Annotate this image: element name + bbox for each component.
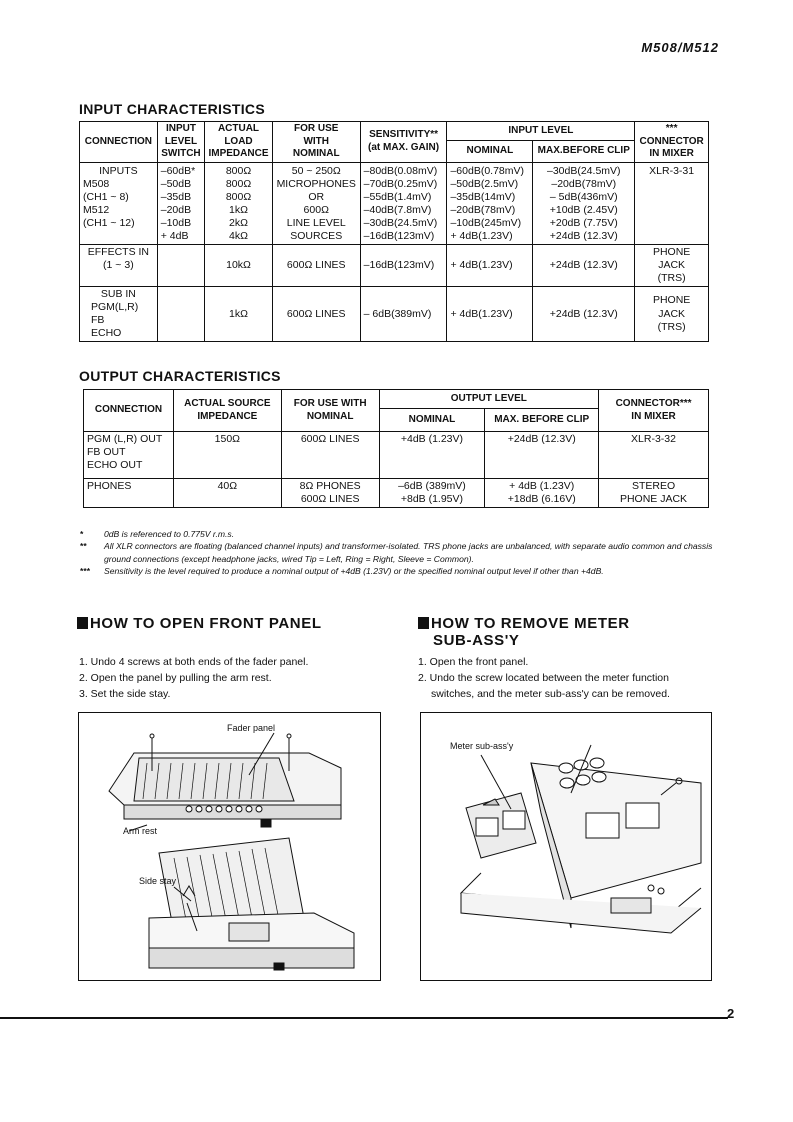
inputs-impedance: 800Ω 800Ω 800Ω 1kΩ 2kΩ 4kΩ xyxy=(205,162,273,244)
input-characteristics-table xyxy=(79,121,709,342)
header-input-level: INPUT LEVEL xyxy=(447,122,635,141)
inputs-switch: –60dB* –50dB –35dB –20dB –10dB + 4dB xyxy=(157,162,204,244)
out-header-output-level: OUTPUT LEVEL xyxy=(379,390,599,409)
phones-nominal: –6dB (389mV) +8dB (1.95V) xyxy=(379,479,485,508)
effects-nominal: + 4dB(1.23V) xyxy=(447,244,533,286)
meter-heading: HOW TO REMOVE METER xyxy=(418,615,630,632)
out-header-max-clip: MAX. BEFORE CLIP xyxy=(485,409,599,432)
phones-impedance: 40Ω xyxy=(173,479,281,508)
inputs-connector: XLR-3-31 xyxy=(635,162,709,244)
arm-rest-label: Arm rest xyxy=(123,826,158,836)
output-characteristics-title: OUTPUT CHARACTERISTICS xyxy=(79,368,281,384)
footnote-2: ** All XLR connectors are floating (balanced channel inputs) and transformer-isolated. TRS phone jacks are unbalanced, with separate audio common and chassis ground connections (except headphone jacks, wired Tip = Left, Ring = Right, Sleeve = Common). xyxy=(80,541,713,564)
page-number: 2 xyxy=(727,1006,735,1021)
side-stay-label: Side stay xyxy=(139,876,177,886)
front-panel-steps xyxy=(79,654,308,702)
fader-panel-label: Fader panel xyxy=(227,723,276,733)
model-header: M508/M512 xyxy=(641,40,719,55)
list-item: 2. Open the panel by pulling the arm rest. xyxy=(79,672,272,684)
inputs-nominal: –60dB(0.78mV) –50dB(2.5mV) –35dB(14mV) –20dB(78mV) –10dB(245mV) + 4dB(1.23V) xyxy=(447,162,533,244)
header-connection: CONNECTION xyxy=(80,122,158,163)
sub-connector: PHONE JACK (TRS) xyxy=(635,286,709,342)
input-characteristics-title: INPUT CHARACTERISTICS xyxy=(79,101,265,117)
effects-connector: PHONE JACK (TRS) xyxy=(635,244,709,286)
effects-impedance: 10kΩ xyxy=(205,244,273,286)
list-item: 3. Set the side stay. xyxy=(79,688,171,700)
header-actual-load-impedance: ACTUAL LOAD IMPEDANCE xyxy=(205,122,273,163)
meter-figure xyxy=(420,712,712,981)
output-characteristics-table xyxy=(83,389,709,508)
header-nominal: NOMINAL xyxy=(447,141,533,162)
table-row-sub xyxy=(80,286,709,342)
phones-for-use: 8Ω PHONES 600Ω LINES xyxy=(281,479,379,508)
footer-rule xyxy=(0,1017,728,1019)
effects-for-use: 600Ω LINES xyxy=(272,244,360,286)
out-header-impedance: ACTUAL SOURCE IMPEDANCE xyxy=(173,390,281,432)
effects-sensitivity: –16dB(123mV) xyxy=(360,244,447,286)
phones-connection: PHONES xyxy=(84,479,174,508)
pgm-nominal: +4dB (1.23V) xyxy=(379,432,485,479)
header-input-level-switch: INPUT LEVEL SWITCH xyxy=(157,122,204,163)
list-item: switches, and the meter sub-ass'y can be removed. xyxy=(431,688,670,700)
effects-max-clip: +24dB (12.3V) xyxy=(533,244,635,286)
list-item: 1. Undo 4 screws at both ends of the fader panel. xyxy=(79,656,309,668)
meter-subassy-label: Meter sub-ass'y xyxy=(450,741,514,751)
header-connector-in-mixer: *** CONNECTOR IN MIXER xyxy=(635,122,709,163)
sub-nominal: + 4dB(1.23V) xyxy=(447,286,533,342)
sub-max-clip: +24dB (12.3V) xyxy=(533,286,635,342)
effects-switch xyxy=(157,244,204,286)
sub-sensitivity: – 6dB(389mV) xyxy=(360,286,447,342)
sub-impedance: 1kΩ xyxy=(205,286,273,342)
header-sensitivity: SENSITIVITY** (at MAX. GAIN) xyxy=(360,122,447,163)
front-panel-figure xyxy=(78,712,381,981)
inputs-sensitivity: –80dB(0.08mV) –70dB(0.25mV) –55dB(1.4mV) –40dB(7.8mV) –30dB(24.5mV) –16dB(123mV) xyxy=(360,162,447,244)
meter-heading-line2: SUB-ASS'Y xyxy=(433,632,520,649)
header-max-before-clip: MAX.BEFORE CLIP xyxy=(533,141,635,162)
list-item: 2. Undo the screw located between the meter function xyxy=(418,672,669,684)
pgm-for-use: 600Ω LINES xyxy=(281,432,379,479)
table-row-inputs xyxy=(80,162,709,244)
out-header-for-use: FOR USE WITH NOMINAL xyxy=(281,390,379,432)
meter-removal-illustration xyxy=(421,713,711,980)
out-header-connection: CONNECTION xyxy=(84,390,174,432)
table-row-phones xyxy=(84,479,709,508)
inputs-connection: INPUTS M508 (CH1 ~ 8) M512 (CH1 ~ 12) xyxy=(80,162,158,244)
footnotes xyxy=(80,528,720,578)
phones-max-clip: + 4dB (1.23V) +18dB (6.16V) xyxy=(485,479,599,508)
pgm-connector: XLR-3-32 xyxy=(599,432,709,479)
bullet-square-icon xyxy=(418,617,429,629)
bullet-square-icon xyxy=(77,617,88,629)
sub-connection: SUB IN PGM(L,R) FB ECHO xyxy=(80,286,158,342)
header-for-use-with-nominal: FOR USE WITH NOMINAL xyxy=(272,122,360,163)
inputs-max-clip: –30dB(24.5mV) –20dB(78mV) – 5dB(436mV) +10dB (2.45V) +20dB (7.75V) +24dB (12.3V) xyxy=(533,162,635,244)
out-header-connector: CONNECTOR*** IN MIXER xyxy=(599,390,709,432)
table-row-effects xyxy=(80,244,709,286)
list-item: 1. Open the front panel. xyxy=(418,656,529,668)
mixer-open-panel-illustration xyxy=(79,713,380,980)
front-panel-heading: HOW TO OPEN FRONT PANEL xyxy=(77,615,322,632)
pgm-max-clip: +24dB (12.3V) xyxy=(485,432,599,479)
meter-steps xyxy=(418,654,670,702)
out-header-nominal: NOMINAL xyxy=(379,409,485,432)
pgm-impedance: 150Ω xyxy=(173,432,281,479)
pgm-connection: PGM (L,R) OUT FB OUT ECHO OUT xyxy=(84,432,174,479)
table-row-pgm xyxy=(84,432,709,479)
footnote-1: * 0dB is referenced to 0.775V r.m.s. xyxy=(80,529,235,539)
phones-connector: STEREO PHONE JACK xyxy=(599,479,709,508)
footnote-3: *** Sensitivity is the level required to produce a nominal output of +4dB (1.23V) or the specified nominal output level if other than +4dB. xyxy=(80,566,604,577)
effects-connection: EFFECTS IN (1 ~ 3) xyxy=(80,244,158,286)
sub-for-use: 600Ω LINES xyxy=(272,286,360,342)
inputs-for-use: 50 ~ 250Ω MICROPHONES OR 600Ω LINE LEVEL SOURCES xyxy=(272,162,360,244)
sub-switch xyxy=(157,286,204,342)
